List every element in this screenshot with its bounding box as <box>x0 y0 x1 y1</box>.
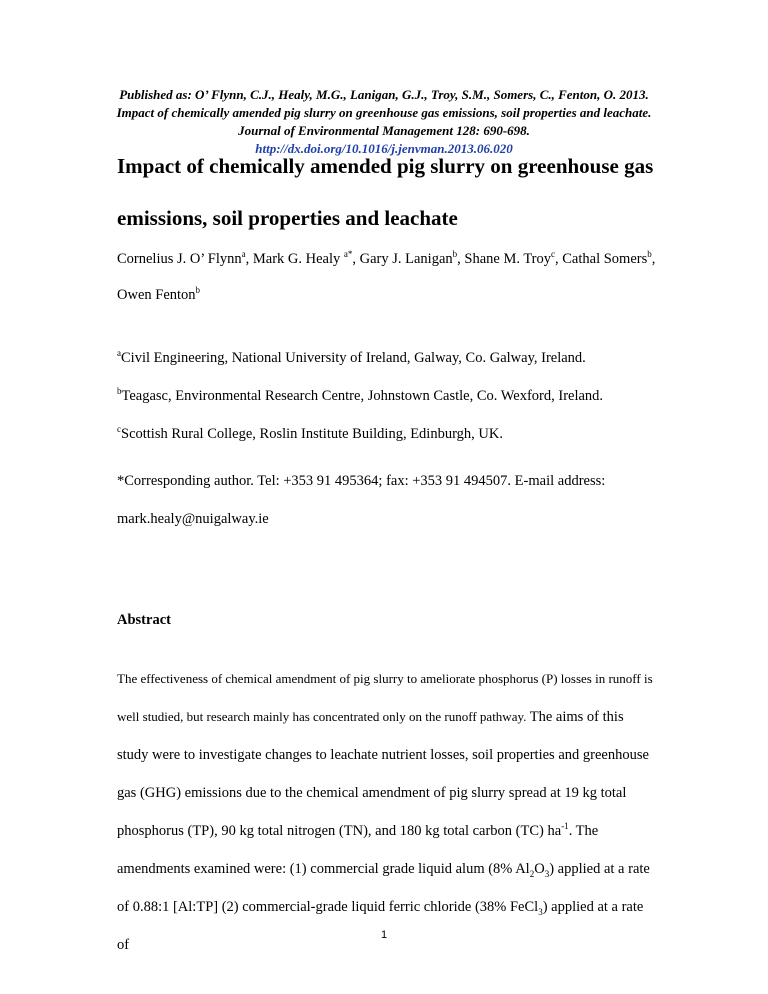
author-affiliation-mark: c <box>551 249 556 260</box>
affiliation-text: Civil Engineering, National University of Ireland, Galway, Co. Galway, Ireland. <box>121 350 586 366</box>
affiliation-text: Scottish Rural College, Roslin Institute Building, Edinburgh, UK. <box>121 426 503 442</box>
author-affiliation-mark: b <box>647 249 652 260</box>
doi-link[interactable]: http://dx.doi.org/10.1016/j.jenvman.2013.06.020 <box>255 141 513 156</box>
formula-subscript: 3 <box>538 906 543 917</box>
author-name: Cathal Somers <box>562 251 648 267</box>
author-name: Mark G. Healy <box>252 251 341 267</box>
affiliation-mark: c <box>117 424 121 435</box>
author-affiliation-mark: b <box>195 285 201 296</box>
affiliation-b <box>117 386 657 406</box>
formula-subscript: 3 <box>544 868 550 879</box>
formula-subscript: 2 <box>529 868 535 879</box>
author-affiliation-mark: a* <box>343 249 353 260</box>
unit-exponent: -1 <box>561 821 569 832</box>
abstract-text: The aims of this study were to investigate changes to leachate nutrient losses, soil properties and greenhouse gas (GHG) emissions due to the chemical amendment of pig slurry spread at 19 kg total phosphorus (TP), 90 kg total nitrogen (TN), and 180 kg total carbon (TC) ha <box>117 709 649 839</box>
abstract-lead-sentence: The effectiveness of chemical amendment of pig slurry to ameliorate phosphorus (P) losses in runoff is well studied, but research mainly has concentrated only on the runoff pathway. <box>117 671 653 724</box>
author-affiliation-mark: a <box>241 249 246 260</box>
author-name: Gary J. Lanigan <box>359 251 453 267</box>
abstract-body <box>117 660 657 964</box>
affiliation-mark: a <box>117 348 121 359</box>
formula-element: O <box>534 861 545 877</box>
abstract-heading: Abstract <box>117 612 171 628</box>
author-affiliation-mark: b <box>452 249 458 260</box>
corresponding-author: *Corresponding author. Tel: +353 91 495364; fax: +353 91 494507. E-mail address: mark.healy@nuigalway.ie <box>117 473 606 527</box>
citation-text: Published as: O’ Flynn, C.J., Healy, M.G., Lanigan, G.J., Troy, S.M., Somers, C., Fenton, O. 2013. Impact of chemically amended pig slurry on greenhouse gas emissions, soil properties and leachate. Journal of Environmental Management 128: 690-698. <box>116 87 652 138</box>
paper-title: Impact of chemically amended pig slurry on greenhouse gas emissions, soil properties and leachate <box>117 154 654 230</box>
affiliation-mark: b <box>117 386 122 397</box>
page-number: 1 <box>380 929 388 941</box>
author-name: Owen Fenton <box>117 287 196 303</box>
abstract-text: ) applied at a rate of 0.88:1 [Al:TP] (2) commercial-grade liquid ferric chloride (38% FeCl <box>117 861 650 915</box>
author-name: Shane M. Troy <box>464 251 552 267</box>
author-name: Cornelius J. O’ Flynn <box>117 251 242 267</box>
affiliation-a <box>117 348 657 368</box>
abstract-text: ) applied at a rate of <box>117 899 644 953</box>
abstract-text: . The amendments examined were: (1) commercial grade liquid alum (8% Al <box>117 823 599 877</box>
affiliation-c <box>117 424 657 444</box>
author-list: Cornelius J. O’ Flynn$^a$, Mark G. Healy $^{a*}$, Gary J. Lanigan$^b$, Shane M. Troy$^c$, Cathal Somers$^b$, Owen Fenton$^b$ <box>117 249 656 303</box>
affiliation-text: Teagasc, Environmental Research Centre, Johnstown Castle, Co. Wexford, Ireland. <box>121 388 604 404</box>
